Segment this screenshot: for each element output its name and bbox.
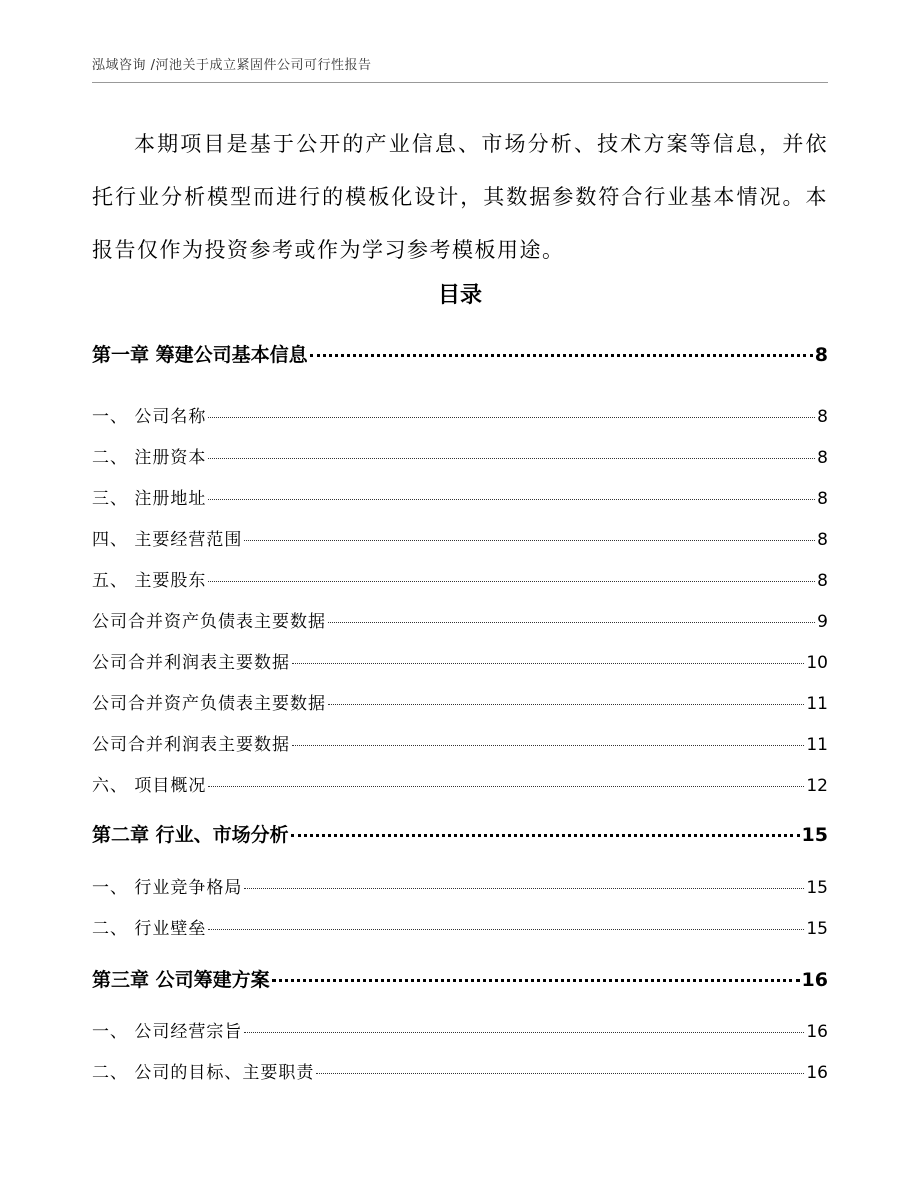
toc-section-entry[interactable] (92, 914, 828, 939)
toc-dot-leader (292, 745, 804, 746)
toc-section-entry[interactable] (92, 402, 828, 427)
toc-section-entry[interactable] (92, 443, 828, 468)
toc-entry-label: 五、 主要股东 (92, 571, 207, 591)
toc-entry-label: 公司合并资产负债表主要数据 (92, 612, 326, 632)
running-header: 泓域咨询 /河池关于成立紧固件公司可行性报告 (92, 58, 372, 73)
toc-chapter-entry[interactable] (92, 340, 828, 367)
toc-dot-leader (328, 622, 815, 623)
toc-entry-label: 一、 行业竞争格局 (92, 878, 243, 898)
toc-entry-label: 二、 注册资本 (92, 448, 207, 468)
toc-dot-leader (208, 417, 815, 418)
toc-page-number: 8 (817, 407, 828, 427)
toc-dot-leader (244, 540, 815, 541)
toc-page-number: 16 (806, 1063, 828, 1083)
toc-page-number: 16 (806, 1022, 828, 1042)
toc-chapter-entry[interactable] (92, 965, 828, 992)
toc-dot-leader (244, 888, 804, 889)
toc-entry-label: 六、 项目概况 (92, 776, 207, 796)
toc-page-number: 8 (814, 344, 828, 366)
toc-chapter-entry[interactable] (92, 820, 828, 847)
toc-entry-label: 公司合并资产负债表主要数据 (92, 694, 326, 714)
intro-paragraph: 本期项目是基于公开的产业信息、市场分析、技术方案等信息，并依托行业分析模型而进行的模板化设计，其数据参数符合行业基本情况。本报告仅作为投资参考或作为学习参考模板用途。 (92, 132, 828, 262)
toc-dot-leader (292, 663, 804, 664)
toc-section-entry[interactable] (92, 689, 828, 714)
toc-dot-leader (291, 834, 800, 837)
toc-dot-leader (328, 704, 804, 705)
toc-section-entry[interactable] (92, 525, 828, 550)
toc-page-number: 15 (806, 919, 828, 939)
toc-entry-label: 第三章 公司筹建方案 (92, 969, 270, 991)
toc-dot-leader (310, 354, 813, 357)
toc-page-number: 9 (817, 612, 828, 632)
toc-page-number: 8 (817, 489, 828, 509)
toc-section-entry[interactable] (92, 730, 828, 755)
toc-section-entry[interactable] (92, 484, 828, 509)
toc-entry-label: 第二章 行业、市场分析 (92, 824, 289, 846)
toc-entry-label: 一、 公司经营宗旨 (92, 1022, 243, 1042)
toc-section-entry[interactable] (92, 566, 828, 591)
toc-title: 目录 (437, 283, 482, 308)
toc-section-entry[interactable] (92, 1017, 828, 1042)
toc-page-number: 15 (806, 878, 828, 898)
toc-dot-leader (272, 979, 800, 982)
toc-section-entry[interactable] (92, 771, 828, 796)
toc-section-entry[interactable] (92, 648, 828, 673)
toc-entry-label: 公司合并利润表主要数据 (92, 735, 290, 755)
toc-dot-leader (208, 458, 815, 459)
toc-dot-leader (208, 499, 815, 500)
toc-page-number: 8 (817, 530, 828, 550)
toc-dot-leader (208, 929, 804, 930)
toc-page-number: 16 (801, 969, 828, 991)
toc-page-number: 12 (806, 776, 828, 796)
toc-page-number: 15 (801, 824, 828, 846)
toc-section-entry[interactable] (92, 873, 828, 898)
toc-dot-leader (316, 1073, 804, 1074)
toc-section-entry[interactable] (92, 607, 828, 632)
toc-page-number: 11 (806, 694, 828, 714)
toc-section-entry[interactable] (92, 1058, 828, 1083)
header-divider (92, 82, 828, 83)
toc-page-number: 8 (817, 571, 828, 591)
toc-entry-label: 一、 公司名称 (92, 407, 207, 427)
toc-entry-label: 二、 公司的目标、主要职责 (92, 1063, 315, 1083)
toc-dot-leader (208, 581, 815, 582)
toc-entry-label: 二、 行业壁垒 (92, 919, 207, 939)
toc-page-number: 11 (806, 735, 828, 755)
toc-entry-label: 三、 注册地址 (92, 489, 207, 509)
toc-dot-leader (208, 786, 804, 787)
toc-entry-label: 四、 主要经营范围 (92, 530, 243, 550)
toc-entry-label: 公司合并利润表主要数据 (92, 653, 290, 673)
toc-dot-leader (244, 1032, 804, 1033)
toc-page-number: 10 (806, 653, 828, 673)
toc-entry-label: 第一章 筹建公司基本信息 (92, 344, 308, 366)
toc-page-number: 8 (817, 448, 828, 468)
